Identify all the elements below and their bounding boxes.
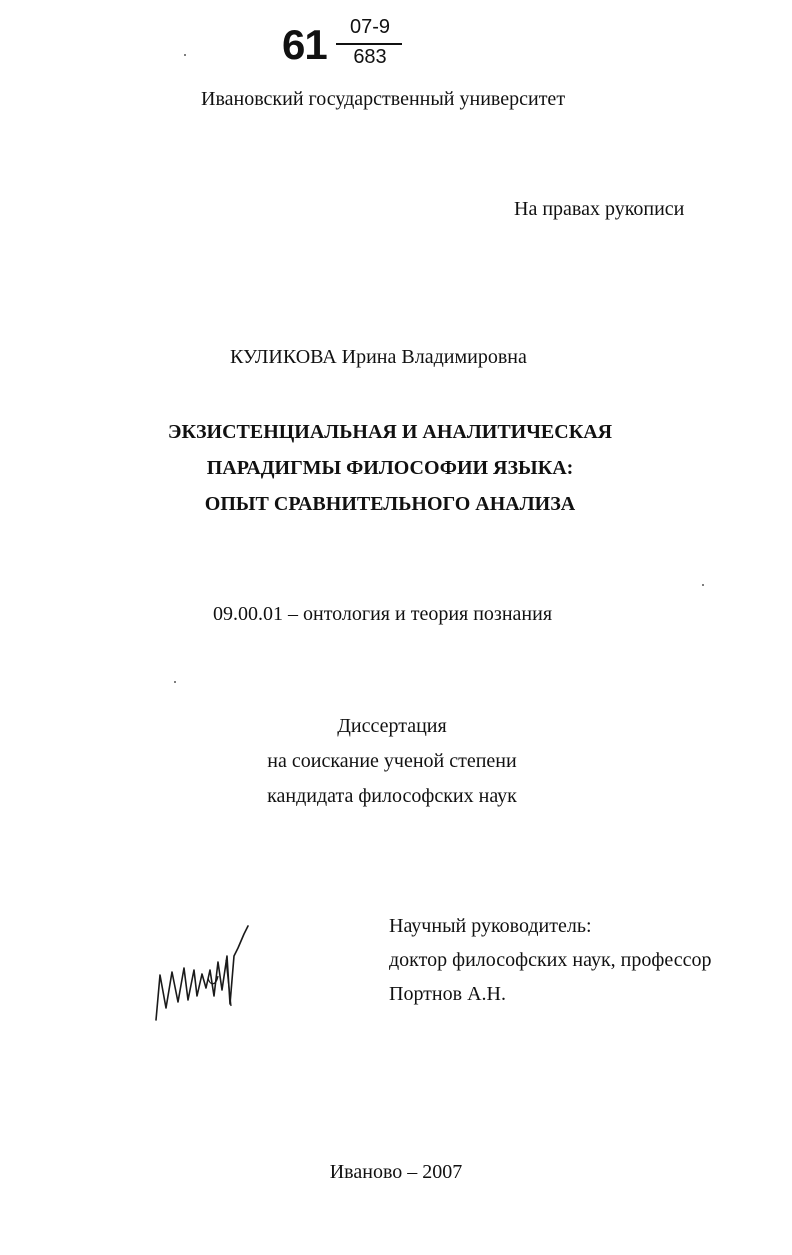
library-stamp [282, 14, 412, 74]
title-line-1: ЭКЗИСТЕНЦИАЛЬНАЯ И АНАЛИТИЧЕСКАЯ [167, 421, 613, 443]
degree-block [0, 714, 792, 808]
title-line-2: ПАРАДИГМЫ ФИЛОСОФИИ ЯЗЫКА: [206, 457, 574, 479]
signature [150, 920, 260, 1030]
degree-line-3: кандидата философских наук [267, 785, 517, 807]
degree-line-1: Диссертация [337, 715, 447, 737]
supervisor-name: Портнов А.Н. [389, 983, 506, 1005]
place-year: Иваново – 2007 [329, 1161, 463, 1183]
specialty-code: 09.00.01 – онтология и теория познания [213, 603, 553, 625]
supervisor-heading: Научный руководитель: [389, 915, 592, 937]
scan-speck [174, 681, 176, 683]
institution: Ивановский государственный университет [201, 88, 566, 110]
scan-speck [184, 54, 186, 56]
stamp-denominator: 683 [353, 46, 387, 68]
supervisor-credentials: доктор философских наук, профессор [389, 949, 712, 971]
scan-speck [702, 584, 704, 586]
supervisor-block [389, 914, 711, 1006]
degree-line-2: на соискание ученой степени [267, 750, 517, 772]
stamp-code: 61 [282, 21, 327, 68]
author-name: КУЛИКОВА Ирина Владимировна [230, 346, 527, 368]
title-line-3: ОПЫТ СРАВНИТЕЛЬНОГО АНАЛИЗА [204, 493, 576, 515]
stamp-fraction-line [336, 43, 402, 45]
rights-note: На правах рукописи [514, 198, 685, 220]
dissertation-title [0, 420, 792, 516]
stamp-numerator: 07-9 [349, 16, 391, 38]
